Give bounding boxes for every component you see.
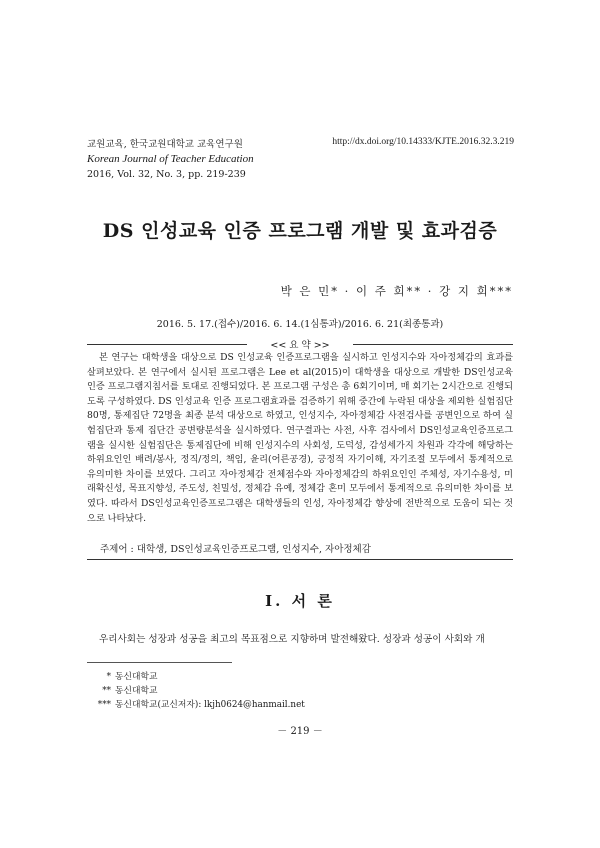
journal-name-korean: 교원교육, 한국교원대학교 교육연구원 [87, 139, 243, 150]
paper-title: DS 인성교육 인증 프로그램 개발 및 효과검증 [102, 220, 498, 242]
abstract-header [87, 337, 513, 351]
page-number: － 219 － [277, 726, 323, 737]
section-title: I. 서 론 [265, 592, 335, 610]
doi-link[interactable]: http://dx.doi.org/10.14333/KJTE.2016.32.3.219 [332, 137, 514, 147]
divider [87, 559, 513, 560]
footnote-mark: *** [97, 700, 111, 710]
authors: 박 은 민* · 이 주 희** · 강 지 희*** [280, 284, 513, 298]
footnote [87, 684, 158, 698]
journal-volume: 2016, Vol. 32, No. 3, pp. 219-239 [87, 169, 246, 180]
footnote-text: 동신대학교 [115, 672, 158, 682]
keywords: 주제어 : 대학생, DS인성교육인증프로그램, 인성지수, 자아정체감 [100, 544, 371, 555]
divider [353, 344, 513, 345]
abstract-text: 본 연구는 대학생을 대상으로 DS 인성교육 인증프로그램을 실시하고 인성지수와 자아정체감의 효과를 살펴보았다. 본 연구에서 실시된 프로그램은 Lee et al(2015)이 대학생을 대상으로 개발한 DS인성교육 인증 프로그램지침서를 토대로 진행되었다. 본 프로그램 구성은 총 6회기이며, 매 회기는 2시간으로 진행되도록 구성하였다. DS 인성교육 인증 프로그램효과를 검증하기 위해 중간에 누락된 대상을 제외한 실험집단 80명, 통제집단 72명을 최종 분석 대상으로 하였고, 인성지수, 자아정체감 사전검사를 공변인으로 하여 실험집단과 통제 집단간 공변량분석을 실시하였다. 연구결과는 사전, 사후 검사에서 DS인성교육인증프로그램을 실시한 실험집단은 통제집단에 비해 인성지수의 사회성, 도덕성, 감성세가지 차원과 각각에 해당하는 하위요인인 배려/봉사, 정직/정의, 책임, 윤리(어른공경), 긍정적 자기이해, 자기조절 모두에서 통계적으로 유의미한 차이를 보였다. 그리고 자아정체감 전체점수와 자아정체감의 하위요인인 주체성, 자기수용성, 미래확신성, 목표지향성, 주도성, 친밀성, 정체감 유예, 정체감 혼미 모두에서 통계적으로 유의미한 차이를 보였다. 따라서 DS인성교육인증프로그램은 대학생들의 인성, 자아정체감 향상에 전반적으로 도움이 되는 것으로 나타났다. [87, 352, 513, 524]
intro-paragraph: 우리사회는 성장과 성공을 최고의 목표점으로 지향하며 발전해왔다. 성장과 성공이 사회와 개 [99, 634, 485, 645]
footnote-text: 동신대학교(교신저자): lkjh0624@hanmail.net [115, 700, 305, 710]
submission-dates: 2016. 5. 17.(접수)/2016. 6. 14.(1심통과)/2016. 6. 21(최종통과) [156, 319, 444, 330]
footnote-mark: ** [102, 686, 111, 696]
footnote-text: 동신대학교 [115, 686, 158, 696]
footnote-divider [87, 662, 232, 663]
journal-header [87, 137, 254, 182]
journal-name-english: Korean Journal of Teacher Education [87, 153, 254, 165]
footnote [87, 698, 305, 712]
footnote [87, 670, 158, 684]
footnote-mark: * [106, 672, 111, 682]
abstract-label: << 요 약 >> [270, 340, 330, 351]
